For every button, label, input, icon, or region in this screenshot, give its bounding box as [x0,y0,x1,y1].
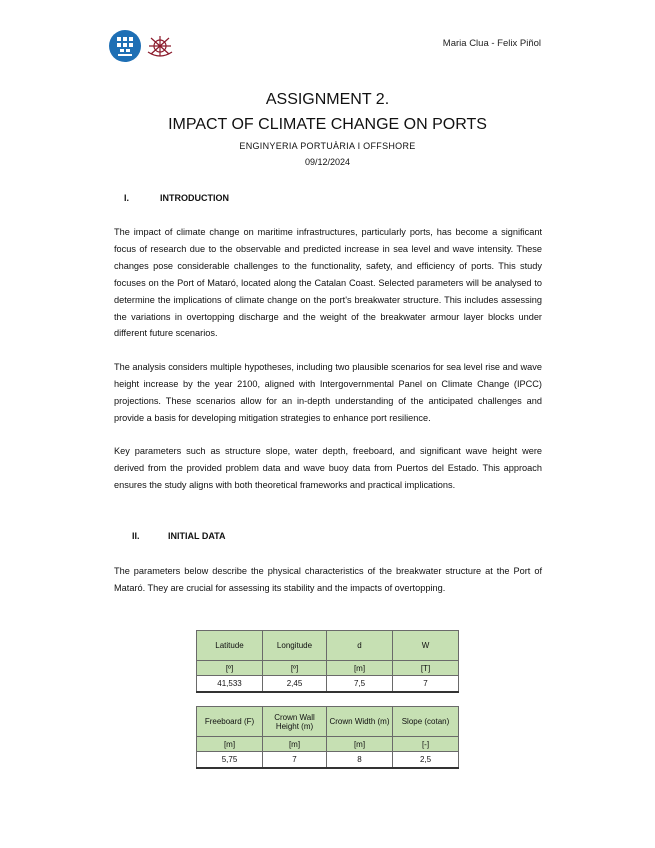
table-unit-cell: [º] [263,661,327,676]
section-heading-introduction [124,193,229,203]
location-data-table [196,630,459,693]
table-unit-cell: [m] [327,737,393,752]
document-date: 09/12/2024 [304,157,351,167]
upc-logo-icon [109,30,141,62]
section-heading-initial-data [132,531,226,541]
intro-paragraph-1: The impact of climate change on maritime infrastructures, particularly ports, has become a significant focus of research due to the observable and predicted increase in sea level and wave intensity. These changes pose considerable challenges to the functionality, safety, and efficiency of ports. This study focuses on the Port of Mataró, located along the Catalan Coast. Selected parameters will be analysed to determine the implications of climate change on the port's breakwater structure. This includes assessing the variations in overtopping discharge and the weight of the breakwater armour layer blocks under different future scenarios. [114,227,542,339]
section-title: INTRODUCTION [160,193,229,203]
document-title: IMPACT OF CLIMATE CHANGE ON PORTS [168,116,487,133]
table-unit-cell: [-] [393,737,459,752]
table-cell: 7 [393,676,459,692]
table-header-cell: Crown Width (m) [327,707,393,737]
table-row [197,752,459,768]
assignment-title: ASSIGNMENT 2. [265,91,390,108]
header-logos [109,30,175,62]
table-row [197,676,459,692]
section-title: INITIAL DATA [168,531,226,541]
table-unit-cell: [º] [197,661,263,676]
table-units-row [197,737,459,752]
table-cell: 2,5 [393,752,459,768]
intro-paragraph-3: Key parameters such as structure slope, water depth, freeboard, and significant wave height were derived from the provided problem data and wave buoy data from Puertos del Estado. This approach ensures the study aligns with both theoretical frameworks and practical implications. [114,446,542,490]
table-cell: 8 [327,752,393,768]
header-author: Maria Clua - Felix Piñol [442,38,541,49]
table-unit-cell: [m] [327,661,393,676]
table-cell: 2,45 [263,676,327,692]
section-number: II. [132,531,140,541]
table-header-cell: W [393,631,459,661]
course-name: ENGINYERIA PORTUÀRIA I OFFSHORE [239,141,416,151]
school-crest-icon [145,32,175,60]
table-cell: 7,5 [327,676,393,692]
table-units-row [197,661,459,676]
structure-data-table [196,706,459,769]
table-unit-cell: [T] [393,661,459,676]
table-header-row [197,631,459,661]
table-header-cell: d [327,631,393,661]
table-header-cell: Longitude [263,631,327,661]
table-unit-cell: [m] [263,737,327,752]
table-cell: 41,533 [197,676,263,692]
section-number: I. [124,193,130,203]
table-header-cell: Latitude [197,631,263,661]
table-header-cell: Freeboard (F) [197,707,263,737]
table-cell: 5,75 [197,752,263,768]
intro-paragraph-2: The analysis considers multiple hypotheses, including two plausible scenarios for sea level rise and wave height increase by the year 2100, aligned with Intergovernmental Panel on Climate Change (IPCC) projections. These scenarios allow for an in-depth understanding of the anticipated challenges and provide a basis for developing mitigation strategies to enhance port resilience. [114,362,542,423]
table-header-cell: Crown Wall Height (m) [263,707,327,737]
table-header-cell: Slope (cotan) [393,707,459,737]
table-unit-cell: [m] [197,737,263,752]
table-cell: 7 [263,752,327,768]
table-header-row [197,707,459,737]
initial-data-paragraph: The parameters below describe the physical characteristics of the breakwater structure at the Port of Mataró. They are crucial for assessing its stability and the impacts of overtopping. [114,566,542,593]
